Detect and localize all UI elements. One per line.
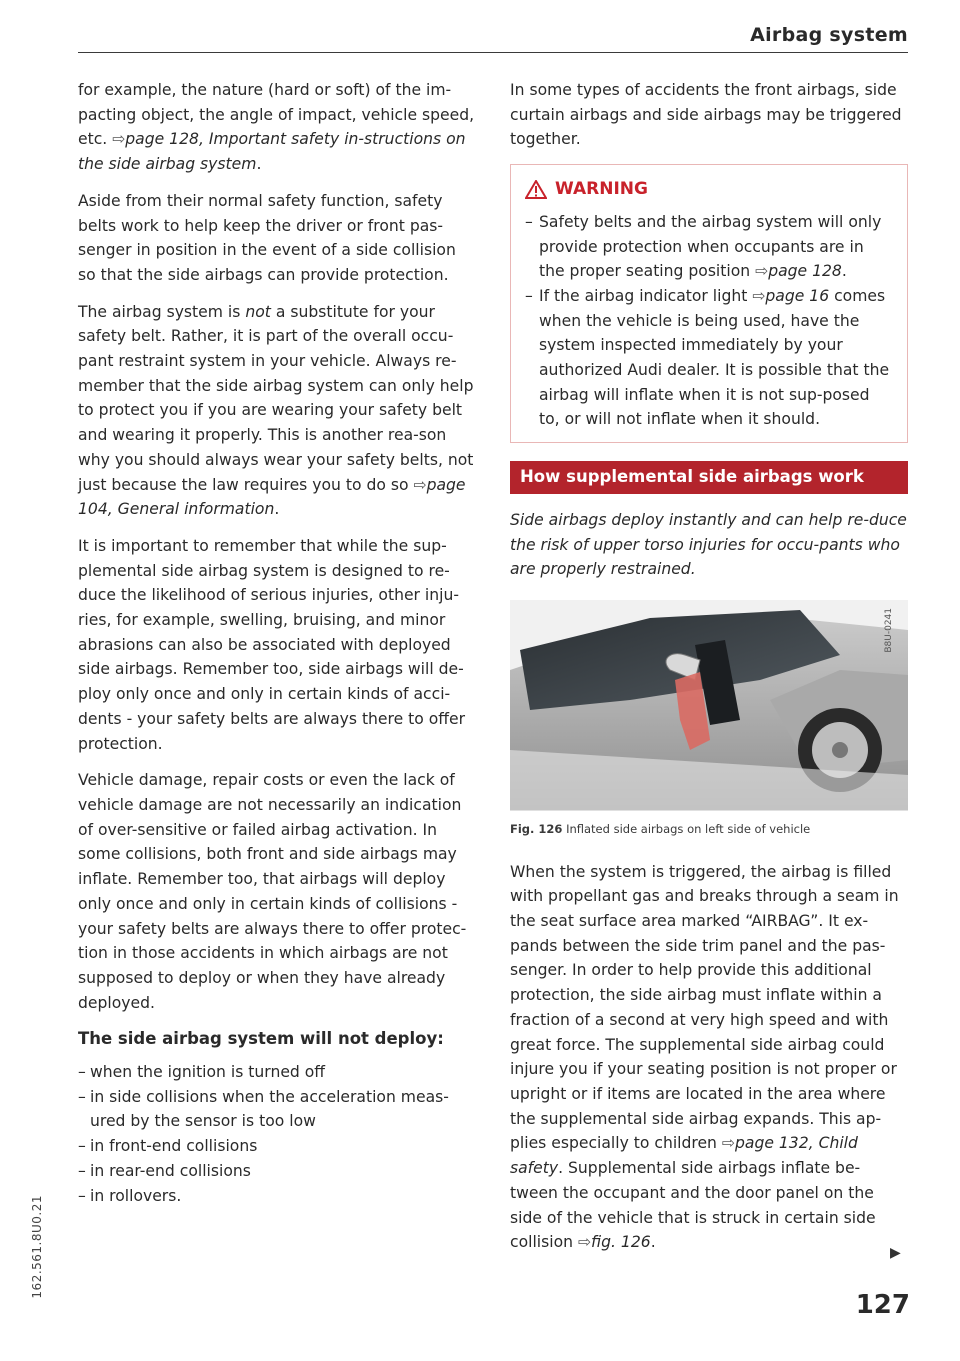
paragraph <box>78 300 476 522</box>
arrow-right-icon: ⇨ <box>577 1233 592 1252</box>
section-title: Airbag system <box>750 24 908 46</box>
text: for example, the nature (hard or soft) of the im-pacting object, the angle of impact, vehicle speed, etc. <box>78 81 475 149</box>
list-item: – in rear-end collisions <box>78 1159 476 1184</box>
subheading: The side airbag system will not deploy: <box>78 1029 444 1049</box>
warning-label: WARNING <box>555 179 648 200</box>
paragraph <box>510 860 908 1255</box>
continue-arrow-icon: ▶ <box>890 1245 901 1261</box>
car-illustration <box>510 600 908 810</box>
figure-caption <box>510 817 908 842</box>
page-reference-link[interactable]: page 132, Child safety <box>510 1134 858 1178</box>
arrow-right-icon: ⇨ <box>755 262 769 281</box>
list-item: – in rollovers. <box>78 1184 476 1209</box>
warning-title <box>525 177 893 202</box>
warning-box <box>510 164 908 443</box>
figure-reference-link[interactable]: fig. 126 <box>591 1233 651 1252</box>
text: a substitute for your safety belt. Rather, it is part of the overall occu-pant restraint system in your vehicle. Always re-member that the side airbag system can only help to protect you if you are wearing your safety belt and wearing it properly. This is another rea-son why you should always wear your safety belts, not just because the law requires you to do so <box>78 302 474 494</box>
paragraph <box>78 78 476 177</box>
text: . <box>841 262 847 281</box>
page-reference-link[interactable]: page 128 <box>768 262 842 281</box>
emphasis: not <box>245 302 271 321</box>
text: If the airbag indicator light <box>539 286 753 305</box>
not-deploy-list <box>78 1060 476 1208</box>
text: . <box>256 155 262 174</box>
arrow-right-icon: ⇨ <box>752 286 766 305</box>
page-reference-link[interactable]: page 128, Important safety in-structions on the side airbag system <box>78 130 466 174</box>
list-item <box>525 284 893 432</box>
text: . <box>650 1233 656 1252</box>
list-item: – in front-end collisions <box>78 1134 476 1159</box>
figure-car-side-airbag <box>510 600 908 811</box>
list-item: – in side collisions when the acceleration meas-ured by the sensor is too low <box>78 1085 476 1134</box>
text: When the system is triggered, the airbag is filled with propellant gas and breaks through a seam in the seat surface area marked “AIRBAG”. It ex-pands between the side trim panel and the pas-senger. In order to help provide this additional protection, the side airbag must inflate within a fraction of a second at very high speed and with great force. The supplemental side airbag could injure you if your seating position is not proper or upright or if items are located in the area where the supplemental side airbag expands. This ap-plies especially to children <box>510 862 899 1153</box>
warning-list <box>525 210 893 432</box>
text: . Supplemental side airbags inflate be-tween the occupant and the door panel on the side of the vehicle that is struck in certain side collision <box>510 1159 876 1252</box>
page-reference-link[interactable]: page 104, General information <box>78 475 466 519</box>
header-rule <box>78 52 908 53</box>
paragraph: Aside from their normal safety function, safety belts work to help keep the driver or front pas-senger in position in the event of a side collision so that the side airbags can provide protection. <box>78 191 456 284</box>
caption-text: Inflated side airbags on left side of vehicle <box>566 821 811 836</box>
left-column <box>78 78 476 1208</box>
text: . <box>274 500 280 519</box>
arrow-right-icon: ⇨ <box>413 475 427 494</box>
caption-label: Fig. 126 <box>510 821 563 836</box>
right-column <box>510 78 908 1267</box>
paragraph: It is important to remember that while the sup-plemental side airbag system is designed to re-duce the likelihood of serious injuries, other inju-ries, for example, swelling, bruising, and minor abrasions can also be associated with deployed side airbags. Remember too, side airbags will de-ploy only once and only in certain kinds of acci-dents - your safety belts are always there to offer protection. <box>78 536 466 753</box>
page-reference-link[interactable]: page 16 <box>765 286 830 305</box>
warning-triangle-icon <box>525 180 547 199</box>
document-code: 162.561.8U0.21 <box>30 1195 44 1299</box>
arrow-right-icon: ⇨ <box>112 130 126 149</box>
figure-id: B8U-0241 <box>884 607 895 653</box>
list-item <box>525 210 893 284</box>
paragraph: In some types of accidents the front airbags, side curtain airbags and side airbags may be triggered together. <box>510 81 902 149</box>
list-item: – when the ignition is turned off <box>78 1060 476 1085</box>
arrow-right-icon: ⇨ <box>721 1134 735 1153</box>
text: Safety belts and the airbag system will only provide protection when occupants are in the proper seating position <box>539 212 882 281</box>
section-banner: How supplemental side airbags work <box>510 461 908 494</box>
paragraph: Vehicle damage, repair costs or even the lack of vehicle damage are not necessarily an indication of over-sensitive or failed airbag activation. In some collisions, both front and side airbags may inflate. Remember too, that airbags will deploy only once and only in certain kinds of collisions - your safety belts are always there to offer protec-tion in those accidents in which airbags are not supposed to deploy or when they have already deployed. <box>78 771 467 1012</box>
text: comes when the vehicle is being used, have the system inspected immediately by your authorized Audi dealer. It is possible that the airbag will inflate when it is not sup-posed to, or will not inflate when it should. <box>539 286 890 429</box>
text: The airbag system is <box>78 302 246 321</box>
lead-paragraph: Side airbags deploy instantly and can help re-duce the risk of upper torso injuries for occu-pants who are properly restrained. <box>510 510 907 579</box>
page-number: 127 <box>855 1290 910 1320</box>
